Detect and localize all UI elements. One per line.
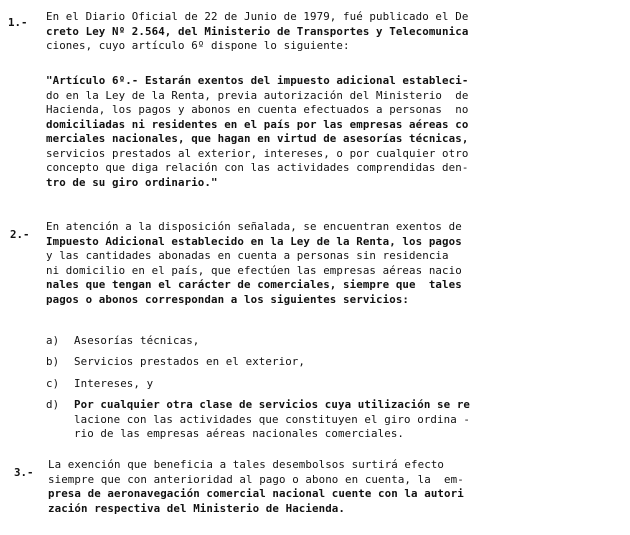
section-number: 1.- bbox=[8, 16, 28, 29]
text-line: creto Ley Nº 2.564, del Ministerio de Transportes y Telecomunica bbox=[46, 24, 469, 38]
text-line: ni domicilio en el país, que efectúen las empresas aéreas nacio bbox=[46, 263, 462, 277]
section-number: 2.- bbox=[10, 228, 30, 241]
list-item-a bbox=[46, 334, 59, 349]
text-line: nales que tengan el carácter de comerciales, siempre que tales bbox=[46, 278, 462, 291]
list-item-c bbox=[46, 377, 59, 392]
text-line: En el Diario Oficial de 22 de Junio de 1979, fué publicado el De bbox=[46, 10, 469, 23]
quote-line: servicios prestados al exterior, intereses, o por cualquier otro bbox=[46, 146, 469, 160]
quote-line: do en la Ley de la Renta, previa autorización del Ministerio de bbox=[46, 88, 469, 102]
text-line: En atención a la disposición señalada, se encuentran exentos de bbox=[46, 220, 462, 233]
text-line: ciones, cuyo artículo 6º dispone lo siguiente: bbox=[46, 39, 350, 52]
list-item-d bbox=[46, 398, 59, 413]
list-item-b-text bbox=[74, 355, 305, 370]
list-item-text: lacione con las actividades que constituyen el giro ordina - bbox=[74, 412, 471, 426]
list-item-text: Asesorías técnicas, bbox=[74, 334, 200, 347]
list-item-label: a) bbox=[46, 334, 60, 347]
text-line: La exención que beneficia a tales desembolsos surtirá efecto bbox=[48, 458, 445, 471]
list-item-b bbox=[46, 355, 59, 370]
section-number: 3.- bbox=[14, 466, 34, 479]
section-1-paragraph bbox=[46, 10, 468, 54]
list-item-text: rio de las empresas aéreas nacionales comerciales. bbox=[74, 427, 405, 440]
list-item-d-text bbox=[74, 398, 470, 442]
quote-line: domiciliadas ni residentes en el país por las empresas aéreas co bbox=[46, 117, 469, 131]
list-item-text: Intereses, y bbox=[74, 377, 154, 390]
text-line: Impuesto Adicional establecido en la Ley de la Renta, los pagos bbox=[46, 234, 462, 248]
list-item-label: d) bbox=[46, 398, 60, 411]
list-item-text: Por cualquier otra clase de servicios cuya utilización se re bbox=[74, 398, 471, 411]
list-item-text: Servicios prestados en el exterior, bbox=[74, 355, 306, 368]
quote-line: tro de su giro ordinario." bbox=[46, 175, 218, 189]
list-item-label: b) bbox=[46, 355, 60, 368]
text-line: pagos o abonos correspondan a los siguientes servicios: bbox=[46, 292, 410, 306]
section-3-paragraph bbox=[48, 458, 464, 516]
text-line: siempre que con anterioridad al pago o abono en cuenta, la em- bbox=[48, 472, 464, 486]
text-line: zación respectiva del Ministerio de Hacienda. bbox=[48, 501, 346, 515]
quote-line: Hacienda, los pagos y abonos en cuenta efectuados a personas no bbox=[46, 103, 469, 116]
quote-line: concepto que diga relación con las actividades comprendidas den- bbox=[46, 161, 469, 174]
section-1-quote bbox=[46, 74, 468, 190]
quote-line: "Artículo 6º.- Estarán exentos del impuesto adicional estableci- bbox=[46, 74, 469, 87]
list-item-label: c) bbox=[46, 377, 60, 390]
text-line: y las cantidades abonadas en cuenta a personas sin residencia bbox=[46, 249, 449, 262]
quote-line: merciales nacionales, que hagan en virtud de asesorías técnicas, bbox=[46, 132, 469, 145]
section-2-paragraph bbox=[46, 220, 462, 307]
text-line: presa de aeronavegación comercial nacional cuente con la autori bbox=[48, 487, 464, 500]
list-item-c-text bbox=[74, 377, 153, 392]
list-item-a-text bbox=[74, 334, 199, 349]
